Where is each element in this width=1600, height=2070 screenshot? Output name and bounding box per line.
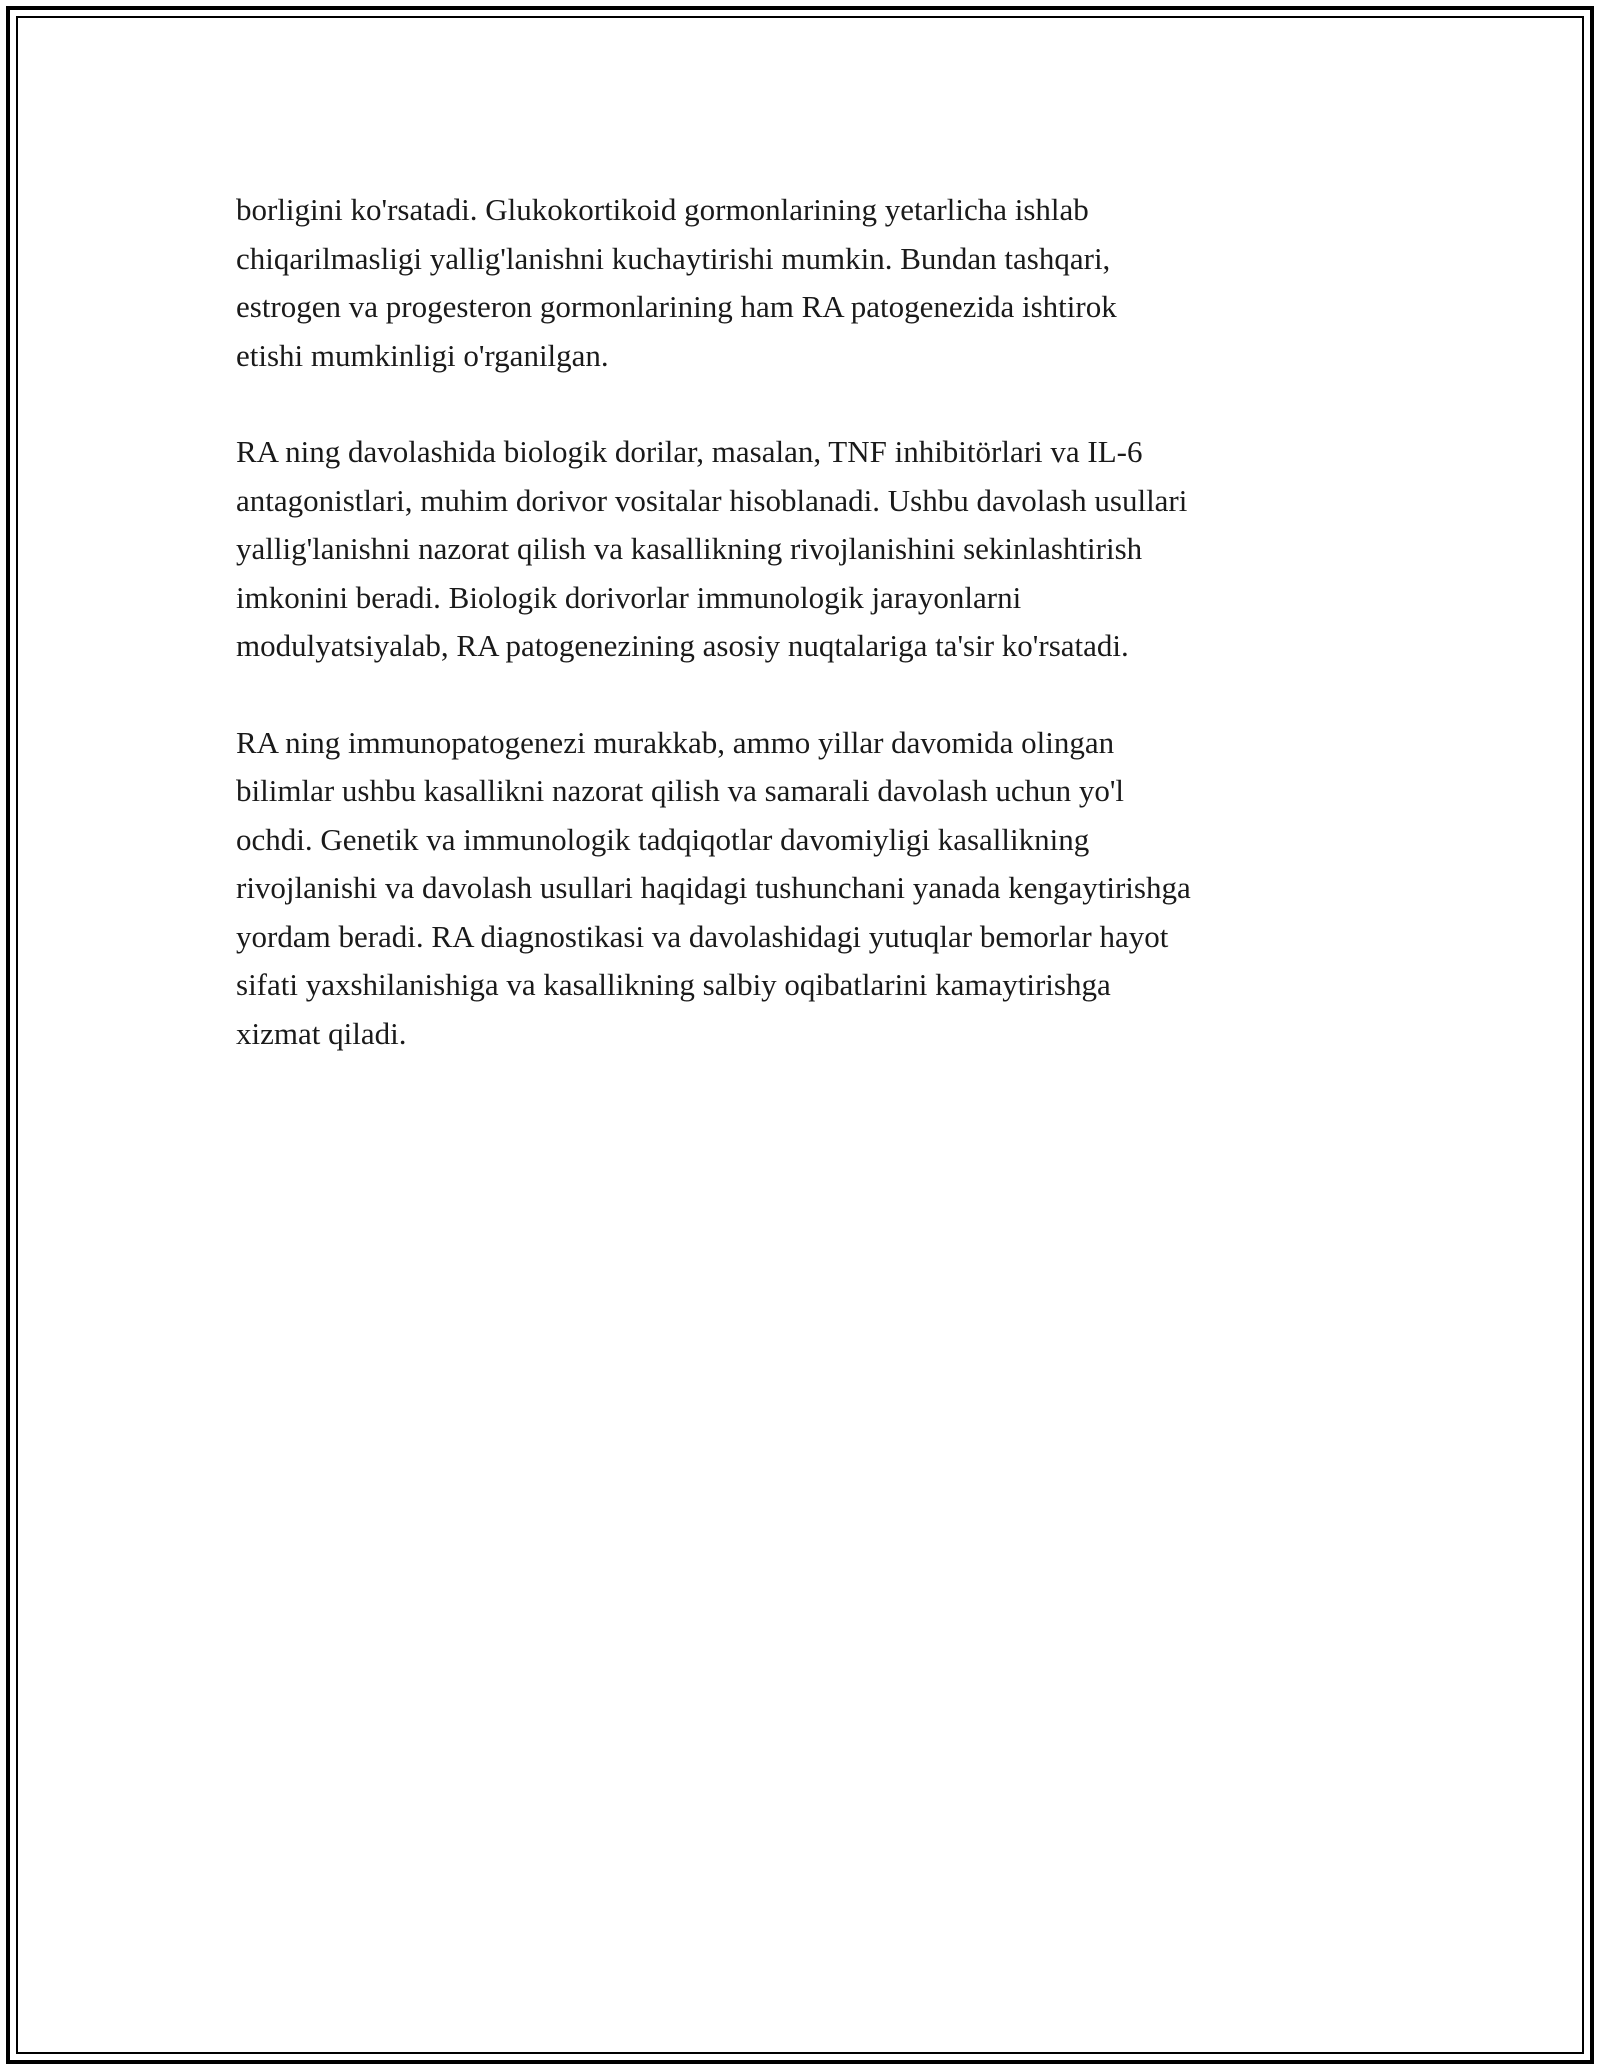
text-line: RA ning davolashida biologik dorilar, masalan, TNF inhibitörlari va IL-6 (236, 434, 1143, 469)
paragraph-1 (236, 186, 1376, 380)
text-line: borligini ko'rsatadi. Glukokortikoid gormonlarining yetarlicha ishlab (236, 192, 1089, 227)
text-line: RA ning immunopatogenezi murakkab, ammo yillar davomida olingan (236, 724, 1115, 760)
text-line: xizmat qiladi. (236, 1015, 407, 1051)
text-line: bilimlar ushbu kasallikni nazorat qilish va samarali davolash uchun yo'l (236, 773, 1125, 808)
paragraph-2 (236, 428, 1376, 671)
text-line: modulyatsiyalab, RA patogenezining asosiy nuqtalariga ta'sir ko'rsatadi. (236, 628, 1129, 663)
text-line: rivojlanishi va davolash usullari haqidagi tushunchani yanada kengaytirishga (236, 870, 1191, 905)
text-line: sifati yaxshilanishiga va kasallikning salbiy oqibatlarini kamaytirishga (236, 967, 1111, 1002)
document-body (236, 186, 1376, 1106)
text-line: ochdi. Genetik va immunologik tadqiqotlar davomiyligi kasallikning (236, 821, 1090, 857)
text-line: chiqarilmasligi yallig'lanishni kuchaytirishi mumkin. Bundan tashqari, (236, 240, 1111, 276)
text-line: estrogen va progesteron gormonlarining ham RA patogenezida ishtirok (236, 289, 1117, 324)
text-line: yordam beradi. RA diagnostikasi va davolashidagi yutuqlar bemorlar hayot (236, 918, 1169, 954)
text-line: etishi mumkinligi o'rganilgan. (236, 337, 609, 373)
text-line: antagonistlari, muhim dorivor vositalar hisoblanadi. Ushbu davolash usullari (236, 482, 1188, 518)
paragraph-3 (236, 719, 1376, 1059)
text-line: yallig'lanishni nazorat qilish va kasallikning rivojlanishini sekinlashtirish (236, 531, 1143, 566)
text-line: imkonini beradi. Biologik dorivorlar immunologik jarayonlarni (236, 579, 1022, 615)
